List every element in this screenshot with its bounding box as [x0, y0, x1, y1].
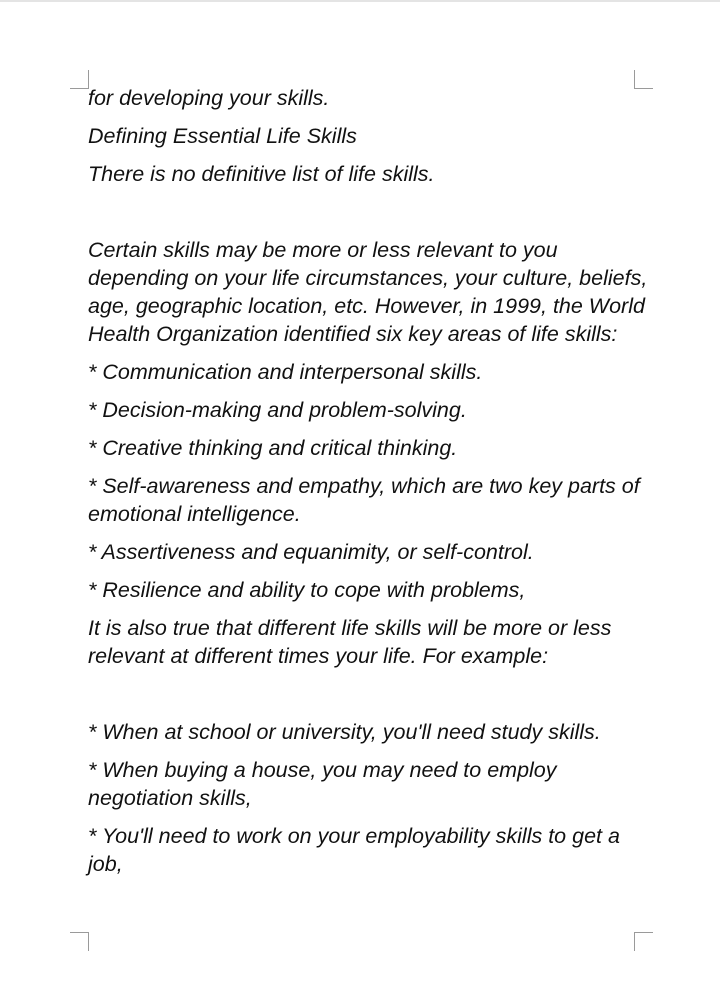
paragraph: for developing your skills. — [88, 86, 330, 110]
paragraph: It is also true that different life skills will be more or less relevant at different times your life. For example: — [88, 616, 612, 668]
document-body — [88, 84, 648, 888]
section-heading: Defining Essential Life Skills — [88, 124, 357, 148]
list-item: * When at school or university, you'll need study skills. — [88, 720, 601, 744]
margin-corner-bottom-right — [634, 932, 653, 951]
list-item: * Self-awareness and empathy, which are two key parts of emotional intelligence. — [88, 474, 640, 526]
list-item: * Creative thinking and critical thinking. — [88, 436, 458, 460]
list-item: * Decision-making and problem-solving. — [88, 398, 467, 422]
list-item: * Resilience and ability to cope with problems, — [88, 578, 526, 602]
list-item: * When buying a house, you may need to employ negotiation skills, — [88, 758, 557, 810]
margin-corner-bottom-left — [70, 932, 89, 951]
list-item: * Communication and interpersonal skills. — [88, 360, 483, 384]
margin-corner-top-left — [70, 70, 89, 89]
list-item: * Assertiveness and equanimity, or self-control. — [88, 540, 534, 564]
list-item: * You'll need to work on your employability skills to get a job, — [88, 824, 620, 876]
paragraph: Certain skills may be more or less relevant to you depending on your life circumstances, your culture, beliefs, age, geographic location, etc. However, in 1999, the World Health Organization identified six key areas of life skills: — [88, 238, 648, 346]
page-top-edge — [0, 0, 720, 2]
paragraph: There is no definitive list of life skills. — [88, 162, 435, 186]
